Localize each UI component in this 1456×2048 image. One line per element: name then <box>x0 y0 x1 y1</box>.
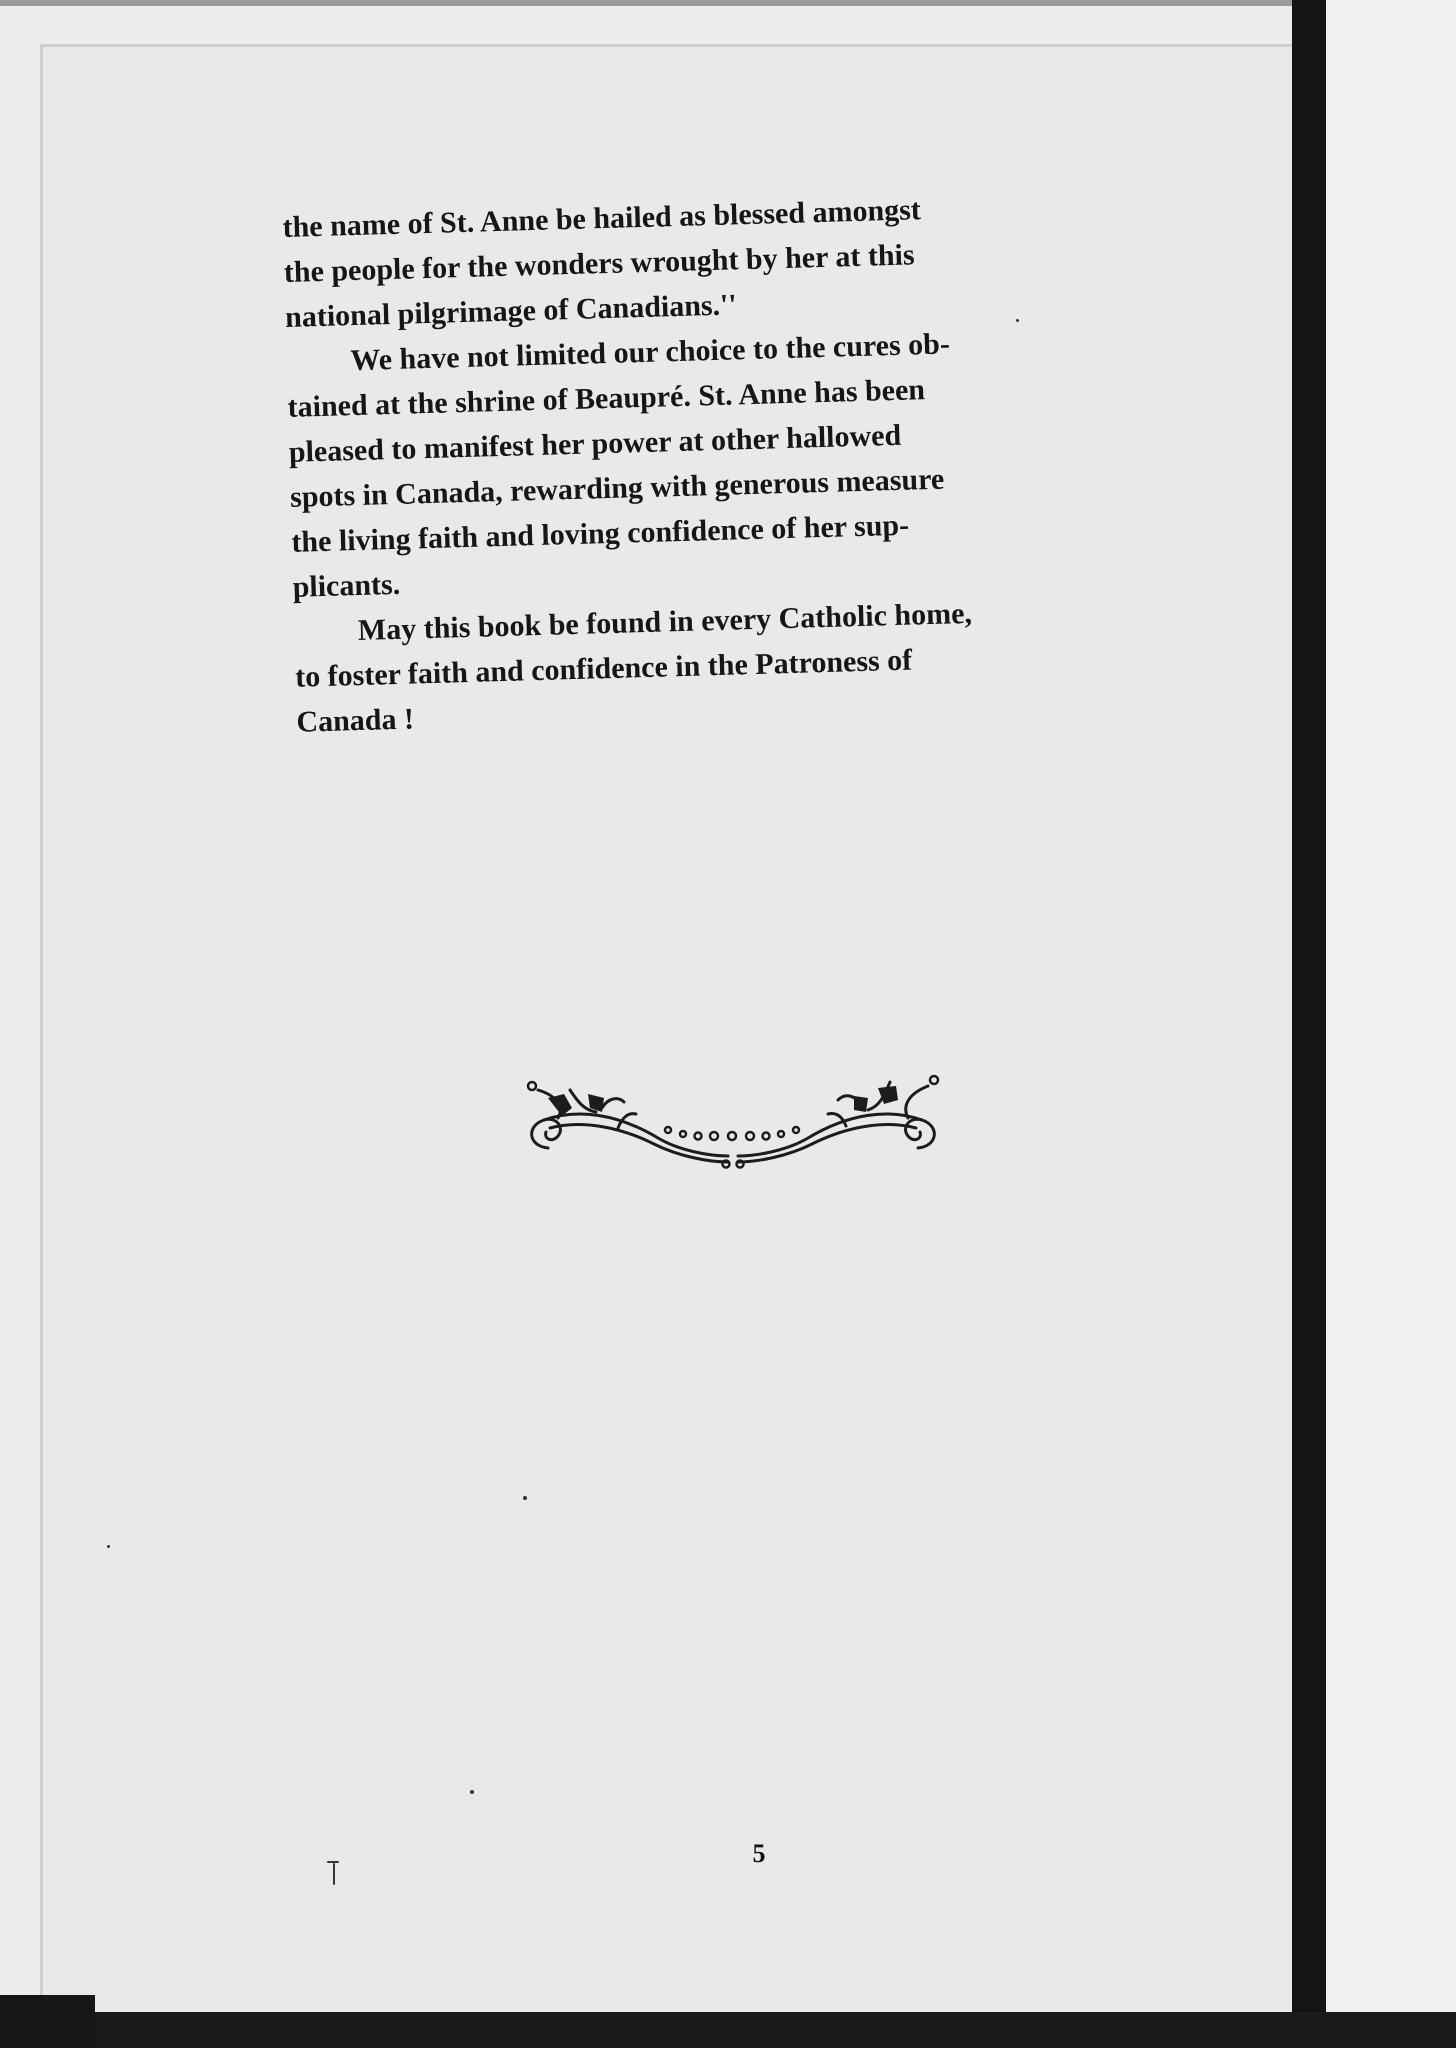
scan-top-edge <box>0 0 1300 6</box>
text-line: the name of St. Anne be hailed as blessed amongst <box>282 193 922 244</box>
scan-speck <box>107 1545 110 1548</box>
ornament-flourish-icon <box>518 1068 948 1172</box>
adjacent-page-edge <box>1326 0 1456 2048</box>
body-text <box>282 181 1149 745</box>
paragraph-choice-of-cures <box>286 316 1145 610</box>
page-gutter-shadow <box>1292 0 1326 2048</box>
scan-bottom-border <box>0 2012 1456 2048</box>
text-line: the people for the wonders wrought by her at this <box>283 238 915 289</box>
scan-speck <box>327 1861 339 1863</box>
paragraph-continuation <box>282 181 1137 340</box>
scan-speck <box>523 1496 527 1500</box>
scan-corner-border <box>0 1995 95 2048</box>
paragraph-closing-wish <box>293 586 1148 745</box>
text-line: Canada ! <box>295 702 415 739</box>
text-line: May this book be found in every Catholic home, <box>357 596 973 648</box>
text-line: We have not limited our choice to the cures ob- <box>349 327 951 378</box>
text-line: to foster faith and confidence in the Patroness of <box>294 643 913 694</box>
text-line: national pilgrimage of Canadians.'' <box>284 288 738 334</box>
text-line: spots in Canada, rewarding with generous measure <box>289 462 945 514</box>
text-line: pleased to manifest her power at other hallowed <box>288 418 902 469</box>
scan-speck <box>470 1790 474 1794</box>
page-number: 5 <box>752 1839 766 1868</box>
text-line: plicants. <box>292 567 401 604</box>
scan-speck <box>333 1863 335 1885</box>
text-line: the living faith and loving confidence of her sup- <box>290 508 910 559</box>
text-line: tained at the shrine of Beaupré. St. Anne has been <box>287 373 926 424</box>
scan-speck <box>1016 319 1019 322</box>
